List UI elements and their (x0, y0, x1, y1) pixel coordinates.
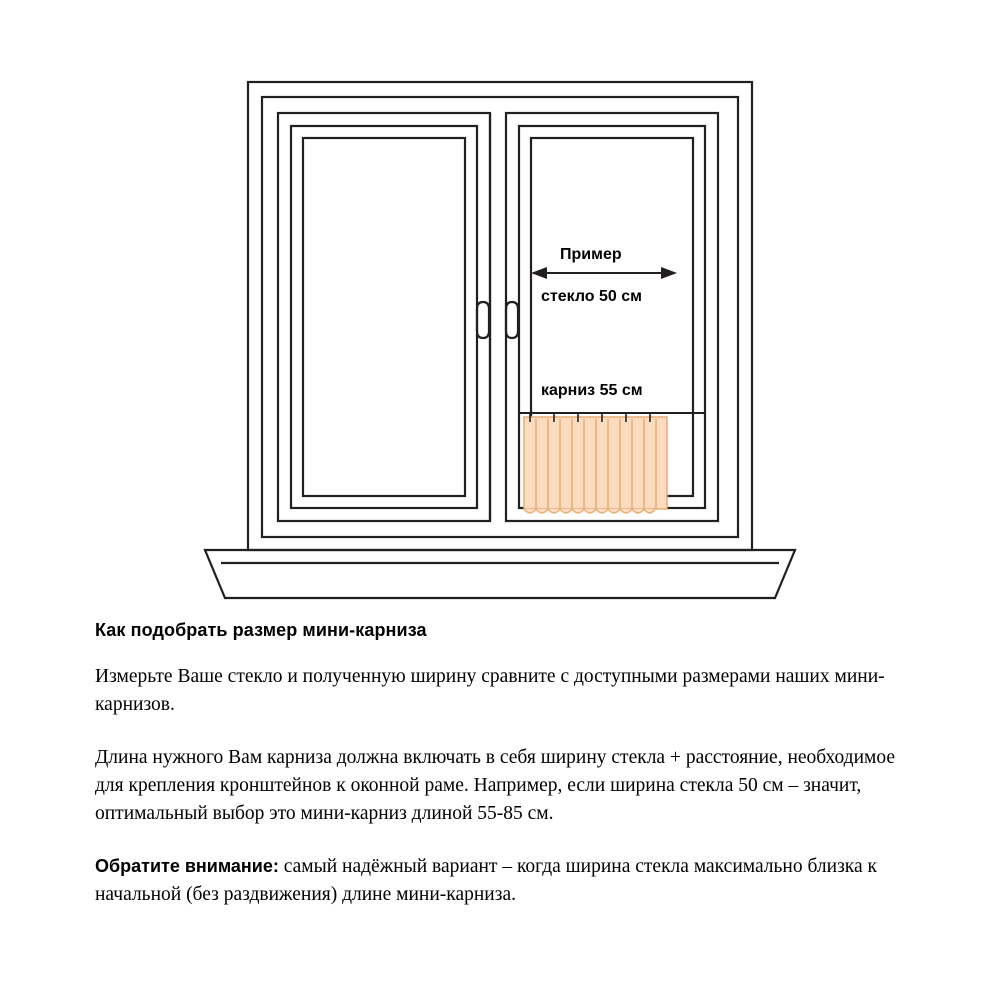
left-handle (477, 302, 489, 338)
window-sill (205, 550, 795, 598)
instructions-text-block (95, 620, 915, 909)
left-sash-mid (291, 126, 477, 508)
left-sash-glass (303, 138, 465, 496)
right-handle (506, 302, 518, 338)
note-rest: самый надёжный вариант – когда ширина стекла максимально близка к начальной (без раздвижения) длине мини-карниза. (95, 856, 877, 906)
glass-width-arrow (531, 267, 677, 279)
paragraph-measure: Измерьте Ваше стекло и полученную ширину сравните с доступными размерами наших мини-карнизов. (95, 666, 885, 715)
left-sash-outer (278, 113, 490, 521)
page-title: Как подобрать размер мини-карниза (95, 620, 427, 640)
label-rod-length: карниз 55 см (541, 382, 643, 399)
paragraph-note (95, 853, 915, 908)
paragraph-length: Длина нужного Вам карниза должна включать в себя ширину стекла + расстояние, необходимое для крепления кронштейнов к оконной раме. Например, если ширина стекла 50 см – значит, оптимальный выбор это мини-карниз длиной 55-85 см. (95, 747, 895, 824)
mini-curtain (524, 413, 667, 513)
label-glass-width: стекло 50 см (541, 288, 642, 305)
label-example: Пример (560, 246, 622, 263)
note-lead: Обратите внимание: (95, 856, 279, 877)
window-outer-frame (248, 82, 752, 550)
